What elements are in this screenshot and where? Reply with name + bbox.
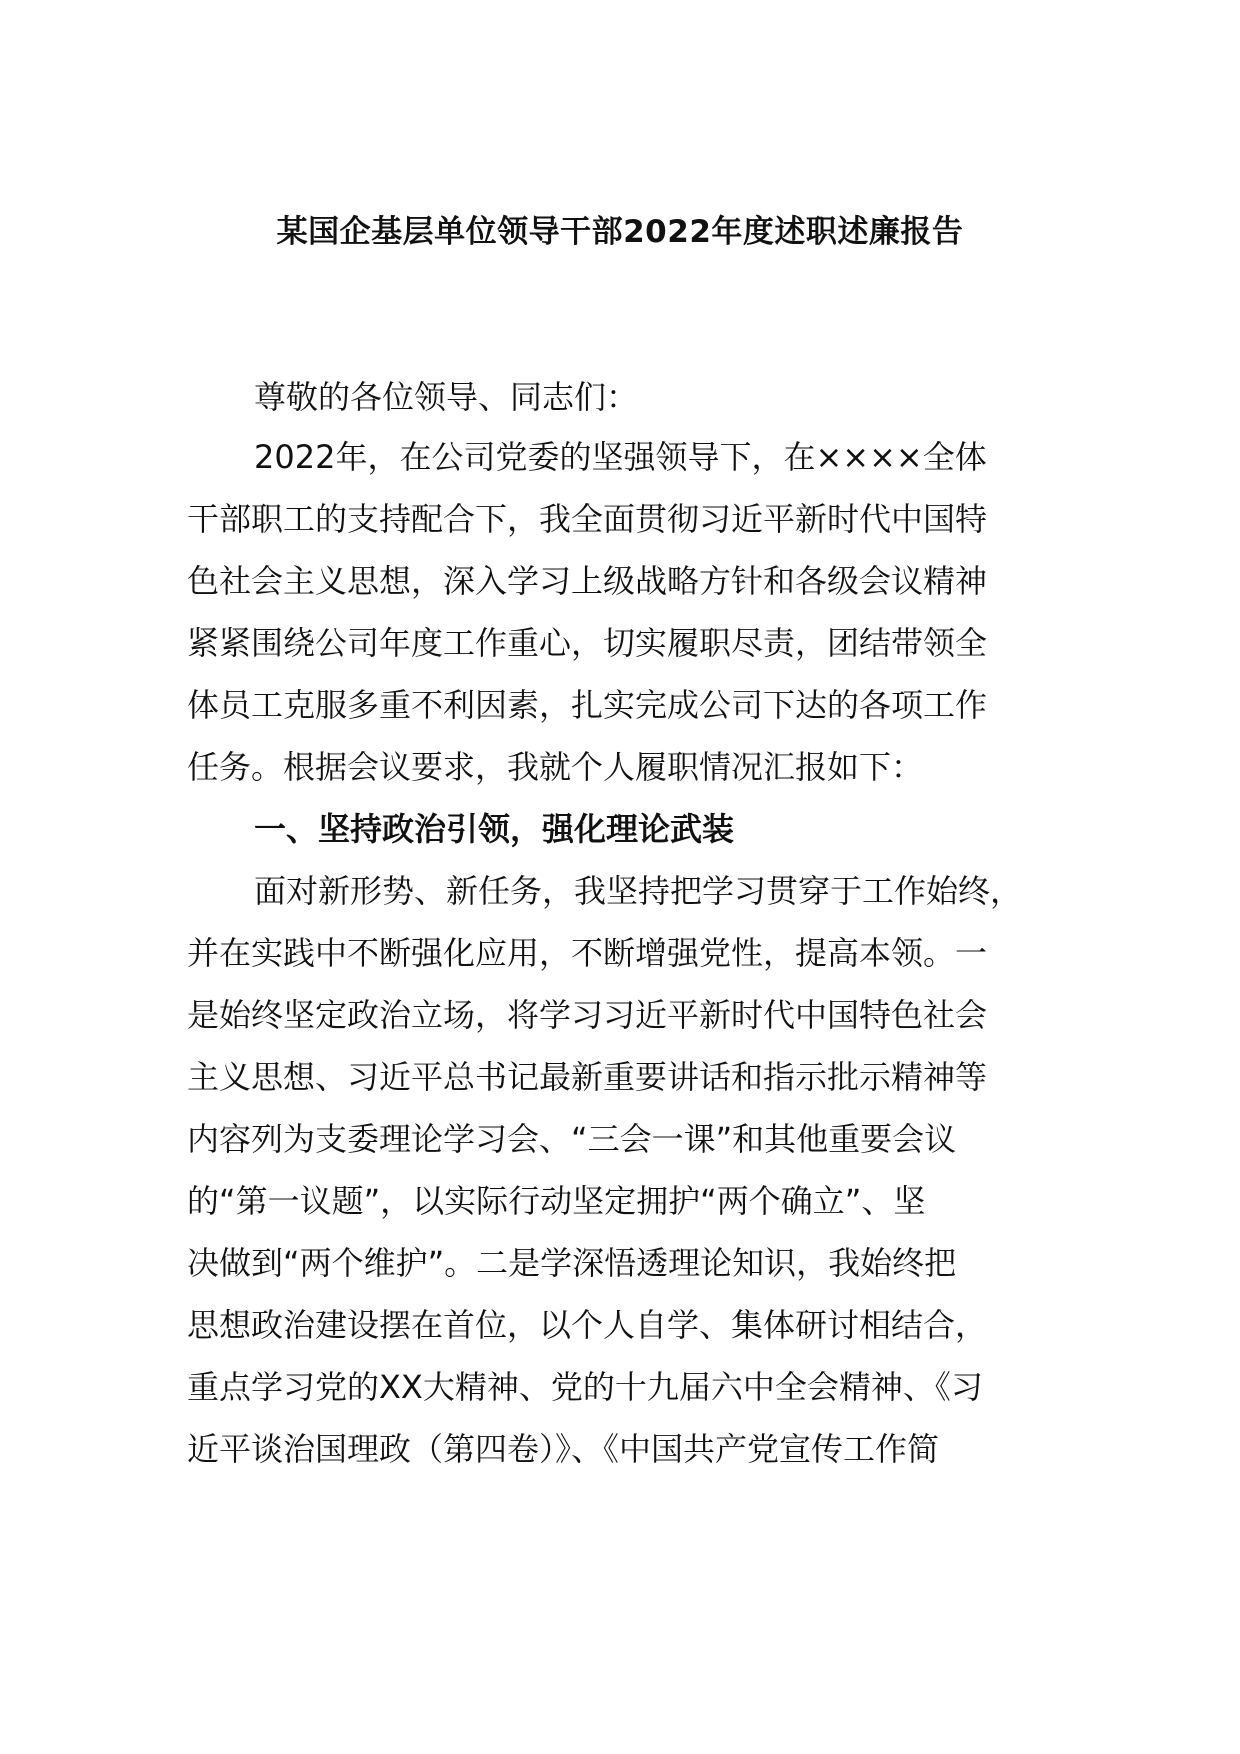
paragraph-2-line-7: 决做到“两个维护”。二是学深悟透理论知识，我始终把 (187, 1244, 957, 1282)
section-1-heading: 一、坚持政治引领，强化理论武装 (254, 810, 735, 848)
paragraph-2-line-4: 主义思想、习近平总书记最新重要讲话和指示批示精神等 (187, 1058, 988, 1096)
paragraph-2-line-10: 近平谈治国理政（第四卷）》、《中国共产党宣传工作简 (187, 1430, 940, 1468)
document-title: 某国企基层单位领导干部2022年度述职述廉报告 (276, 214, 964, 250)
paragraph-1-line-4: 紧紧围绕公司年度工作重心，切实履职尽责，团结带领全 (187, 624, 988, 662)
salutation: 尊敬的各位领导、同志们： (254, 378, 639, 416)
paragraph-2-line-8: 思想政治建设摆在首位，以个人自学、集体研讨相结合， (187, 1306, 988, 1344)
paragraph-2-line-5: 内容列为支委理论学习会、“三会一课”和其他重要会议 (187, 1120, 957, 1158)
paragraph-1-line-6: 任务。根据会议要求，我就个人履职情况汇报如下： (187, 748, 924, 786)
paragraph-2-line-2: 并在实践中不断强化应用，不断增强党性，提高本领。一 (187, 934, 988, 972)
paragraph-1-line-1: 2022年，在公司党委的坚强领导下，在××××全体 (254, 438, 987, 476)
paragraph-2-line-1: 面对新形势、新任务，我坚持把学习贯穿于工作始终， (254, 872, 1023, 910)
paragraph-2-line-9: 重点学习党的XX大精神、党的十九届六中全会精神、《习 (187, 1368, 983, 1406)
paragraph-2-line-6: 的“第一议题”，以实际行动坚定拥护“两个确立”、坚 (187, 1182, 926, 1220)
paragraph-1-line-5: 体员工克服多重不利因素，扎实完成公司下达的各项工作 (187, 686, 988, 724)
paragraph-2-line-3: 是始终坚定政治立场，将学习习近平新时代中国特色社会 (187, 996, 988, 1034)
paragraph-1-line-3: 色社会主义思想，深入学习上级战略方针和各级会议精神 (187, 562, 988, 600)
paragraph-1-line-2: 干部职工的支持配合下，我全面贯彻习近平新时代中国特 (187, 500, 988, 538)
